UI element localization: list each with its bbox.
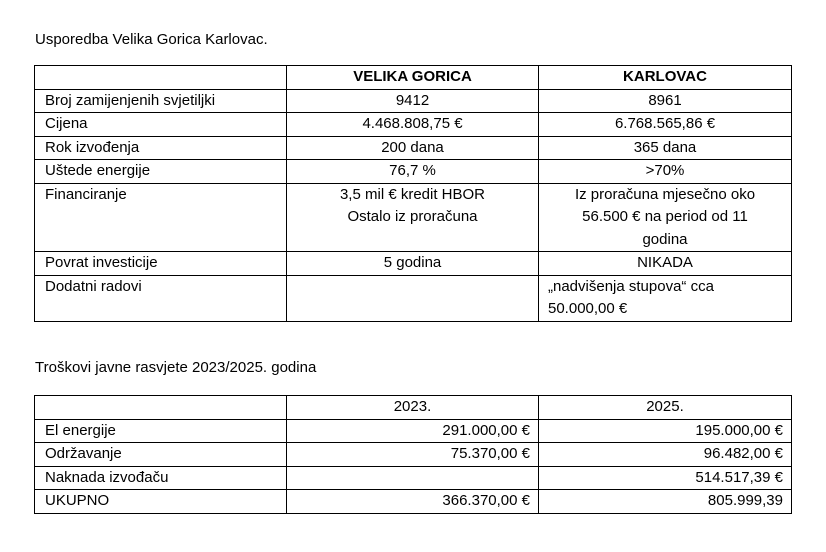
value-line: 50.000,00 € — [548, 300, 628, 317]
karlovac-value — [539, 136, 792, 160]
karlovac-value — [539, 275, 792, 321]
value-line: 200 dana — [381, 138, 444, 156]
row-label: El energije — [35, 419, 287, 443]
velika-gorica-value — [287, 160, 539, 184]
value-line: 4.468.808,75 € — [362, 115, 463, 132]
row-label: Održavanje — [35, 443, 287, 467]
velika-gorica-value — [287, 252, 539, 276]
comparison-table — [34, 65, 792, 322]
value-line: 3,5 mil € kredit HBOR — [339, 185, 486, 203]
value-line: 365 dana — [633, 138, 697, 156]
value-line: „nadvišenja stupova“ cca — [548, 277, 714, 295]
comparison-header-row — [35, 66, 792, 90]
karlovac-value — [539, 183, 792, 252]
value-line: >70% — [645, 162, 685, 179]
table-row — [35, 419, 792, 443]
table-row — [35, 160, 792, 184]
comparison-caption: Usporedba Velika Gorica Karlovac. — [35, 31, 268, 48]
value-line: NIKADA — [637, 254, 693, 271]
row-label: Rok izvođenja — [35, 136, 287, 160]
header-velika-gorica: VELIKA GORICA — [287, 66, 539, 90]
header-blank-cell — [35, 66, 287, 90]
value-line: 5 godina — [383, 254, 442, 271]
karlovac-value — [539, 160, 792, 184]
row-label: Dodatni radovi — [35, 275, 287, 321]
value-line: 6.768.565,86 € — [614, 115, 716, 132]
value-line: Ostalo iz proračuna — [347, 208, 478, 225]
table-row — [35, 443, 792, 467]
row-label: Broj zamijenjenih svjetiljki — [35, 89, 287, 113]
header-year-2023: 2023. — [287, 396, 539, 420]
velika-gorica-value — [287, 113, 539, 137]
row-label: Cijena — [35, 113, 287, 137]
table-row — [35, 252, 792, 276]
velika-gorica-value — [287, 275, 539, 321]
value-2023: 366.370,00 € — [287, 490, 539, 514]
costs-table — [34, 395, 792, 514]
costs-header-row — [35, 396, 792, 420]
row-label: Povrat investicije — [35, 252, 287, 276]
table-row — [35, 113, 792, 137]
table-row — [35, 136, 792, 160]
row-label: UKUPNO — [35, 490, 287, 514]
value-line: Iz proračuna mjesečno oko — [574, 185, 756, 203]
value-line: godina — [642, 230, 688, 248]
karlovac-value — [539, 89, 792, 113]
value-line: 56.500 € na period od 11 — [582, 208, 748, 225]
header-karlovac: KARLOVAC — [539, 66, 792, 90]
table-row — [35, 89, 792, 113]
table-row — [35, 466, 792, 490]
table-row — [35, 275, 792, 321]
row-label: Uštede energije — [35, 160, 287, 184]
header-blank-cell — [35, 396, 287, 420]
value-2023: 75.370,00 € — [287, 443, 539, 467]
value-2025: 96.482,00 € — [539, 443, 792, 467]
value-line: 8961 — [648, 91, 682, 109]
table-row — [35, 490, 792, 514]
value-2025: 805.999,39 — [539, 490, 792, 514]
value-2025: 514.517,39 € — [539, 466, 792, 490]
velika-gorica-value — [287, 183, 539, 252]
value-2025: 195.000,00 € — [539, 419, 792, 443]
velika-gorica-value — [287, 89, 539, 113]
karlovac-value — [539, 113, 792, 137]
costs-caption: Troškovi javne rasvjete 2023/2025. godina — [35, 359, 317, 376]
velika-gorica-value — [287, 136, 539, 160]
value-2023: 291.000,00 € — [287, 419, 539, 443]
row-label: Naknada izvođaču — [35, 466, 287, 490]
value-line: 9412 — [395, 91, 430, 109]
table-row — [35, 183, 792, 252]
value-line: 76,7 % — [389, 162, 436, 179]
value-2023 — [287, 466, 539, 490]
row-label: Financiranje — [35, 183, 287, 252]
karlovac-value — [539, 252, 792, 276]
header-year-2025: 2025. — [539, 396, 792, 420]
